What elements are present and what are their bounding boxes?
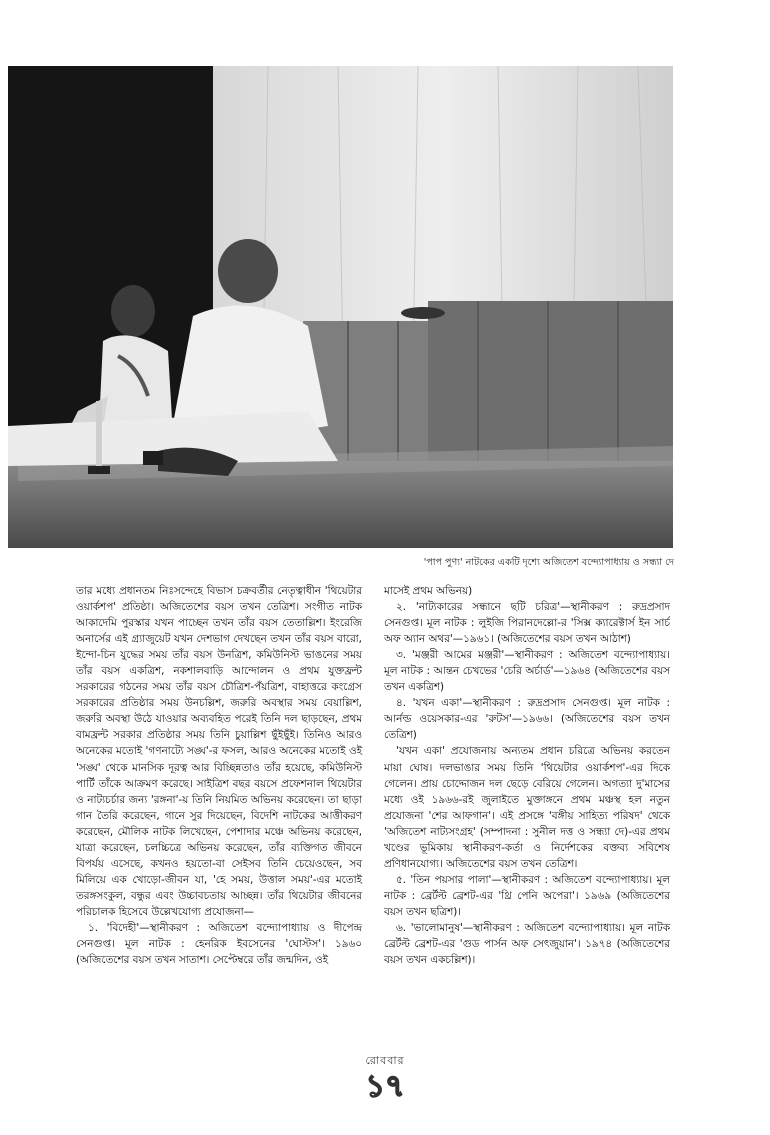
left-column [76, 583, 362, 968]
photo-illustration [8, 66, 673, 548]
production-item-4: ৪. 'যখন একা'—স্থানীকরণ : রুদ্রপ্রসাদ সেনগুপ্ত। মূল নাটক : আর্নল্ড ওয়েসকার-এর 'রুটস'—১৯৬৬। (অজিতেশের বয়স তখন তেত্রিশ) [384, 697, 670, 742]
photo-caption: 'পাপ পুণ্য' নাটকের একটি দৃশ্যে অজিতেশ বন্দ্যোপাধ্যায় ও সন্ধ্যা দে [423, 557, 674, 568]
page-footer [0, 1052, 770, 1103]
production-item-6: ৬. 'ভালোমানুষ'—স্থানীকরণ : অজিতেশ বন্দ্যোপাধ্যায়। মূল নাটক ব্রের্টল্ট ব্রেশট-এর 'গুড পার্সন অফ সেৎজুয়ান'। ১৯৭৪ (অজিতেশের বয়স তখন একচল্লিশ)। [384, 921, 670, 967]
paragraph-jokhon-eka: 'যখন একা' প্রযোজনায় অন্যতম প্রধান চরিত্রে অভিনয় করতেন মায়া ঘোষ। দলভাঙার সময় তিনি 'থিয়েটার ওয়ার্কশপ'-এর দিকে গেলেন। প্রায় চোদ্দোজন দল ছেড়ে বেরিয়ে গেলেন। অগত্যা দু'মাসের মধ্যে ওই ১৯৬৬-রই জুলাইতে মুক্তাঙ্গনে প্রথম মঞ্চস্থ হল নতুন প্রযোজনা 'শের আফগান'। এই প্রসঙ্গে 'বঙ্গীয় সাহিত্য পরিষদ' থেকে 'অজিতেশ নাট্যসংগ্রহ' (সম্পাদনা : সুনীল দত্ত ও সন্ধ্যা দে)-এর প্রথম খণ্ডের ভূমিকায় স্থানীকরণ-কর্তা ও নির্দেশকের বক্তব্য সবিশেষ প্রণিধানযোগ্য। অজিতেশের বয়স তখন তেত্রিশ। [384, 745, 670, 870]
production-item-1: ১. 'বিদেহী'—স্থানীকরণ : অজিতেশ বন্দ্যোপাধ্যায় ও দীপেন্দ্র সেনগুপ্ত। মূল নাটক : হেনরিক ইবসেনের 'ঘোস্টস'। ১৯৬০ (অজিতেশের বয়স তখন সাতাশ। সেপ্টেম্বরে তাঁর জন্মদিন, ওই [76, 921, 362, 967]
magazine-name: রোববার [365, 1054, 405, 1067]
production-item-2: ২. 'নাট্যকারের সন্ধানে ছটি চরিত্র'—স্থানীকরণ : রুদ্রপ্রসাদ সেনগুপ্ত। মূল নাটক : লুইজি পিরানদেল্লো-র 'সিক্স ক্যারেক্টার্স ইন সার্চ অফ অ্যান অথর'—১৯৬১। (অজিতেশের বয়স তখন আঠাশ) [384, 601, 670, 646]
production-item-3: ৩. 'মঞ্জরী আমের মঞ্জরী'—স্থানীকরণ : অজিতেশ বন্দ্যোপাধ্যায়। মূল নাটক : আন্তন চেখভের 'চেরি অর্চার্ড'—১৯৬৪ (অজিতেশের বয়স তখন একত্রিশ) [384, 649, 670, 694]
paragraph: তার মধ্যে প্রধানতম নিঃসন্দেহে বিভাস চক্রবর্তীর নেতৃত্বাধীন 'থিয়েটার ওয়ার্কশপ' প্রতিষ্ঠা। অজিতেশের বয়স তখন তেত্রিশ। সংগীত নাটক আকাদেমি পুরস্কার যখন পাচ্ছেন তখন তাঁর বয়স তেতাল্লিশ। ইংরেজি অনার্সের এই গ্র্যাজুয়েট যখন দেশভাগ দেখছেন তখন তাঁর বয়স বারো, ইন্দো-চিন যুদ্ধের সময় তাঁর বয়স উনত্রিশ, কমিউনিস্ট ভাঙনের সময় তাঁর বয়স একত্রিশ, নকশালবাড়ি আন্দোলন ও প্রথম যুক্তফ্রন্ট সরকারের গঠনের সময় তাঁর বয়স চৌত্রিশ-পঁয়ত্রিশ, বাহাত্তরে কংগ্রেস সরকারের প্রতিষ্ঠার সময় উনচল্লিশ, জরুরি অবস্থার সময় বেয়াল্লিশ, জরুরি অবস্থা উঠে যাওয়ার অব্যবহিত পরেই তিনি দল ছাড়ছেন, প্রথম বামফ্রন্ট সরকার প্রতিষ্ঠার সময় তিনি চুয়াল্লিশ ছুঁইছুঁই। তিনিও আরও অনেকের মতোই 'গণনাট্যে সঙ্ঘ'-র ফসল, আরও অনেকের মতোই ওই 'সঙ্ঘ' থেকে মানসিক দূরত্ব আর বিচ্ছিন্নতাও তাঁর হয়েছে, কমিউনিস্ট পার্টি তাঁকে আক্রমণ করেছে। সাইত্রিশ বছর বয়সে প্রফেশনাল থিয়েটার ও নাট্যচর্চার জন্য 'রঙ্গনা'-য় তিনি নিয়মিত অভিনয় করেছেন। তা ছাড়া গান তৈরি করেছেন, গানে সুর দিয়েছেন, বিদেশি নাটকের আত্তীকরণ করেছেন, মৌলিক নাটক লিখেছেন, পেশাদার মঞ্চে অভিনয় করেছেন, যাত্রা করেছেন, চলচ্চিত্রে অভিনয় করেছেন, তাঁর ব্যক্তিগত জীবনে বিপর্যয় এসেছে, কখনও হয়তো-বা সেইসব তিনি চেয়েওছেন, সব মিলিয়ে এক খোড়ো-জীবন যা, 'হে সময়, উত্তাল সময়'-এর মতোই তরঙ্গসংকুল, বন্ধুর এবং উচ্চাবচতায় আচ্ছন্ন। তাঁর থিয়েটার জীবনের পরিচালক হিসেবে উল্লেখযোগ্য প্রযোজনা— [76, 585, 362, 918]
production-item-5: ৫. 'তিন পয়সার পালা'—স্থানীকরণ : অজিতেশ বন্দ্যোপাধ্যায়। মূল নাটক : ব্রের্টল্ট ব্রেশট-এর 'থ্রি পেনি অপেরা'। ১৯৬৯ (অজিতেশের বয়স তখন ছত্রিশ)। [384, 873, 670, 918]
paragraph-continued: মাসেই প্রথম অভিনয়) [384, 585, 473, 597]
stage-photo [8, 66, 673, 548]
page-number: ১৭ [365, 1069, 405, 1104]
right-column [384, 583, 670, 968]
